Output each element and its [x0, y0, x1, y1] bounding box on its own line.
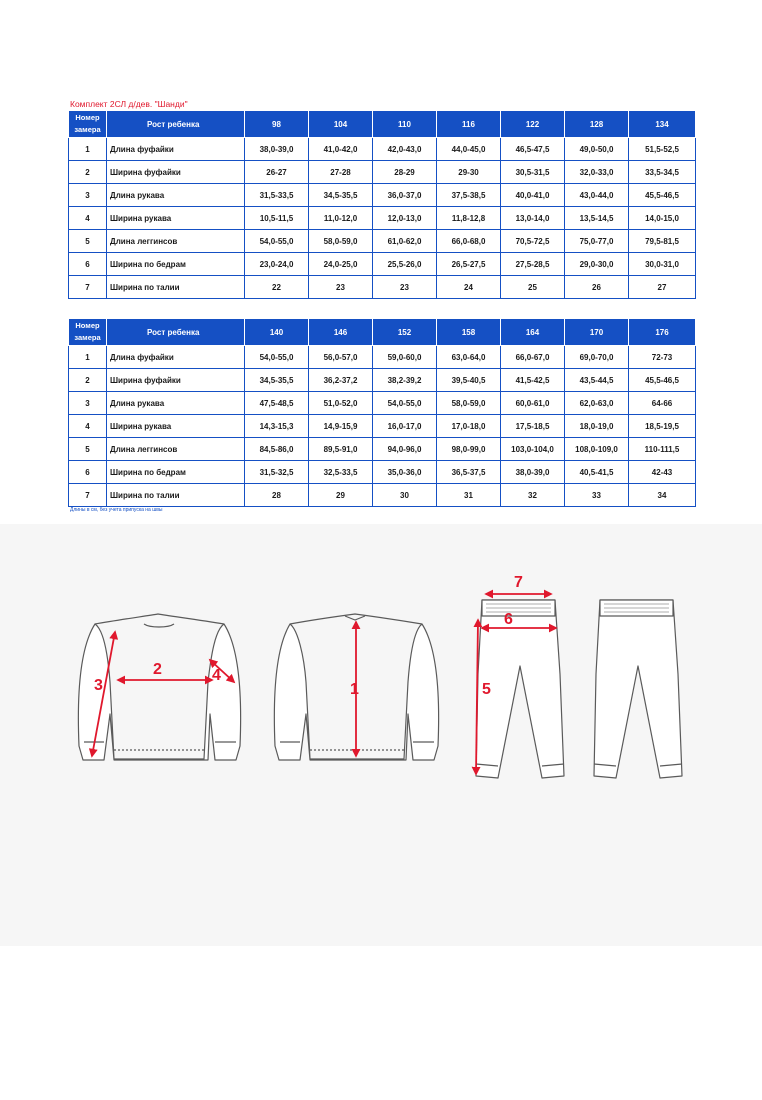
- measure-value-cell: 51,5-52,5: [629, 138, 696, 161]
- measure-value-cell: 18,5-19,5: [629, 415, 696, 438]
- measure-value-cell: 27,5-28,5: [501, 253, 565, 276]
- table-row: [69, 438, 696, 461]
- table-header-row: [69, 319, 696, 346]
- measure-value-cell: 79,5-81,5: [629, 230, 696, 253]
- measure-value-cell: 33: [565, 484, 629, 507]
- measure-number-cell: 7: [69, 484, 107, 507]
- measure-name-cell: Ширина рукава: [107, 415, 245, 438]
- table-header-row: [69, 111, 696, 138]
- measure-number-header: [69, 319, 107, 346]
- measure-value-cell: 18,0-19,0: [565, 415, 629, 438]
- measure-value-cell: 26-27: [245, 161, 309, 184]
- measure-value-cell: 60,0-61,0: [501, 392, 565, 415]
- measure-value-cell: 30,0-31,0: [629, 253, 696, 276]
- size-header: 158: [437, 319, 501, 346]
- size-header: 152: [373, 319, 437, 346]
- measure-value-cell: 40,5-41,5: [565, 461, 629, 484]
- measure-value-cell: 75,0-77,0: [565, 230, 629, 253]
- measure-number-cell: 7: [69, 276, 107, 299]
- measure-value-cell: 64-66: [629, 392, 696, 415]
- measure-marker-5: 5: [482, 681, 491, 698]
- measure-name-cell: Ширина фуфайки: [107, 369, 245, 392]
- measure-value-cell: 58,0-59,0: [437, 392, 501, 415]
- measure-value-cell: 45,5-46,5: [629, 369, 696, 392]
- measure-number-cell: 1: [69, 138, 107, 161]
- measure-value-cell: 42,0-43,0: [373, 138, 437, 161]
- measure-value-cell: 89,5-91,0: [309, 438, 373, 461]
- measure-value-cell: 36,2-37,2: [309, 369, 373, 392]
- measure-name-cell: Ширина по бедрам: [107, 461, 245, 484]
- measure-value-cell: 58,0-59,0: [309, 230, 373, 253]
- child-height-header: Рост ребенка: [107, 111, 245, 138]
- table-row: [69, 369, 696, 392]
- measure-value-cell: 30,5-31,5: [501, 161, 565, 184]
- measure-value-cell: 17,5-18,5: [501, 415, 565, 438]
- table-row: [69, 461, 696, 484]
- measure-number-header-line2: замера: [74, 333, 101, 342]
- size-table-1: [68, 110, 696, 299]
- table-row: [69, 415, 696, 438]
- measure-value-cell: 66,0-67,0: [501, 346, 565, 369]
- measure-value-cell: 56,0-57,0: [309, 346, 373, 369]
- measure-value-cell: 63,0-64,0: [437, 346, 501, 369]
- measure-marker-3: 3: [94, 677, 103, 694]
- size-header: 170: [565, 319, 629, 346]
- measure-value-cell: 29,0-30,0: [565, 253, 629, 276]
- measure-name-cell: Длина леггинсов: [107, 230, 245, 253]
- table-row: [69, 184, 696, 207]
- measure-marker-7: 7: [514, 574, 523, 591]
- size-header: 98: [245, 111, 309, 138]
- measure-number-cell: 4: [69, 415, 107, 438]
- measure-name-cell: Длина фуфайки: [107, 138, 245, 161]
- measure-value-cell: 31,5-32,5: [245, 461, 309, 484]
- measure-marker-1: 1: [350, 681, 359, 698]
- measure-value-cell: 33,5-34,5: [629, 161, 696, 184]
- measure-value-cell: 27-28: [309, 161, 373, 184]
- measure-number-cell: 6: [69, 461, 107, 484]
- measure-value-cell: 51,0-52,0: [309, 392, 373, 415]
- measure-value-cell: 32: [501, 484, 565, 507]
- size-header: 146: [309, 319, 373, 346]
- size-header: 164: [501, 319, 565, 346]
- measure-value-cell: 14,9-15,9: [309, 415, 373, 438]
- measure-number-cell: 5: [69, 438, 107, 461]
- measure-value-cell: 26,5-27,5: [437, 253, 501, 276]
- measure-value-cell: 23: [309, 276, 373, 299]
- measure-value-cell: 29-30: [437, 161, 501, 184]
- measure-number-cell: 2: [69, 369, 107, 392]
- measure-number-header-line2: замера: [74, 125, 101, 134]
- measure-value-cell: 22: [245, 276, 309, 299]
- measure-value-cell: 14,0-15,0: [629, 207, 696, 230]
- table-row: [69, 276, 696, 299]
- measure-value-cell: 47,5-48,5: [245, 392, 309, 415]
- measure-number-cell: 6: [69, 253, 107, 276]
- measure-value-cell: 40,0-41,0: [501, 184, 565, 207]
- measure-number-header: [69, 111, 107, 138]
- measure-value-cell: 41,0-42,0: [309, 138, 373, 161]
- measure-value-cell: 27: [629, 276, 696, 299]
- measure-value-cell: 37,5-38,5: [437, 184, 501, 207]
- measure-value-cell: 54,0-55,0: [245, 230, 309, 253]
- size-header: 116: [437, 111, 501, 138]
- measure-value-cell: 14,3-15,3: [245, 415, 309, 438]
- table-row: [69, 138, 696, 161]
- measure-name-cell: Длина рукава: [107, 392, 245, 415]
- measure-name-cell: Ширина фуфайки: [107, 161, 245, 184]
- table-row: [69, 207, 696, 230]
- measure-value-cell: 31: [437, 484, 501, 507]
- table-row: [69, 392, 696, 415]
- measure-value-cell: 108,0-109,0: [565, 438, 629, 461]
- measure-value-cell: 59,0-60,0: [373, 346, 437, 369]
- measure-value-cell: 12,0-13,0: [373, 207, 437, 230]
- measure-value-cell: 39,5-40,5: [437, 369, 501, 392]
- measure-value-cell: 28-29: [373, 161, 437, 184]
- measure-value-cell: 41,5-42,5: [501, 369, 565, 392]
- measure-value-cell: 31,5-33,5: [245, 184, 309, 207]
- size-header: 134: [629, 111, 696, 138]
- measure-value-cell: 13,0-14,0: [501, 207, 565, 230]
- measure-value-cell: 25: [501, 276, 565, 299]
- measure-value-cell: 49,0-50,0: [565, 138, 629, 161]
- measure-value-cell: 34,5-35,5: [309, 184, 373, 207]
- size-table-2: [68, 318, 696, 507]
- measure-number-cell: 2: [69, 161, 107, 184]
- measure-number-cell: 4: [69, 207, 107, 230]
- measure-value-cell: 29: [309, 484, 373, 507]
- measure-value-cell: 38,0-39,0: [245, 138, 309, 161]
- measure-value-cell: 25,5-26,0: [373, 253, 437, 276]
- table-row: [69, 161, 696, 184]
- measure-name-cell: Ширина по бедрам: [107, 253, 245, 276]
- measure-value-cell: 28: [245, 484, 309, 507]
- size-header: 110: [373, 111, 437, 138]
- measure-name-cell: Ширина рукава: [107, 207, 245, 230]
- table-row: [69, 253, 696, 276]
- measure-value-cell: 10,5-11,5: [245, 207, 309, 230]
- measure-marker-4: 4: [212, 667, 221, 684]
- measure-value-cell: 23: [373, 276, 437, 299]
- measure-value-cell: 110-111,5: [629, 438, 696, 461]
- measure-value-cell: 46,5-47,5: [501, 138, 565, 161]
- measure-value-cell: 23,0-24,0: [245, 253, 309, 276]
- measure-value-cell: 24: [437, 276, 501, 299]
- measure-marker-2: 2: [153, 661, 162, 678]
- measure-number-header-line1: Номер: [75, 321, 100, 330]
- measure-value-cell: 26: [565, 276, 629, 299]
- measure-name-cell: Ширина по талии: [107, 276, 245, 299]
- measure-value-cell: 16,0-17,0: [373, 415, 437, 438]
- measure-number-cell: 1: [69, 346, 107, 369]
- measure-value-cell: 32,0-33,0: [565, 161, 629, 184]
- child-height-header: Рост ребенка: [107, 319, 245, 346]
- measure-value-cell: 34: [629, 484, 696, 507]
- measure-value-cell: 103,0-104,0: [501, 438, 565, 461]
- measure-marker-6: 6: [504, 611, 513, 628]
- measure-value-cell: 13,5-14,5: [565, 207, 629, 230]
- measure-value-cell: 42-43: [629, 461, 696, 484]
- size-header: 104: [309, 111, 373, 138]
- measure-value-cell: 70,5-72,5: [501, 230, 565, 253]
- measure-value-cell: 11,8-12,8: [437, 207, 501, 230]
- measure-value-cell: 36,5-37,5: [437, 461, 501, 484]
- measure-value-cell: 98,0-99,0: [437, 438, 501, 461]
- measure-name-cell: Длина рукава: [107, 184, 245, 207]
- table-row: [69, 346, 696, 369]
- measure-number-header-line1: Номер: [75, 113, 100, 122]
- measure-value-cell: 38,2-39,2: [373, 369, 437, 392]
- measure-value-cell: 24,0-25,0: [309, 253, 373, 276]
- measure-value-cell: 43,0-44,0: [565, 184, 629, 207]
- measure-value-cell: 17,0-18,0: [437, 415, 501, 438]
- size-header: 140: [245, 319, 309, 346]
- measure-number-cell: 3: [69, 184, 107, 207]
- size-header: 128: [565, 111, 629, 138]
- measure-name-cell: Длина леггинсов: [107, 438, 245, 461]
- measure-value-cell: 38,0-39,0: [501, 461, 565, 484]
- garment-diagrams: [0, 524, 762, 946]
- measure-value-cell: 36,0-37,0: [373, 184, 437, 207]
- footnote: Длины в см, без учета припуска на швы: [70, 507, 163, 513]
- measure-name-cell: Длина фуфайки: [107, 346, 245, 369]
- measure-value-cell: 32,5-33,5: [309, 461, 373, 484]
- size-header: 122: [501, 111, 565, 138]
- document-title: Комплект 2СЛ д/дев. "Шанди": [70, 99, 188, 109]
- measure-name-cell: Ширина по талии: [107, 484, 245, 507]
- measure-value-cell: 43,5-44,5: [565, 369, 629, 392]
- measure-value-cell: 94,0-96,0: [373, 438, 437, 461]
- size-header: 176: [629, 319, 696, 346]
- measure-value-cell: 11,0-12,0: [309, 207, 373, 230]
- measure-number-cell: 5: [69, 230, 107, 253]
- measure-value-cell: 69,0-70,0: [565, 346, 629, 369]
- measure-value-cell: 54,0-55,0: [245, 346, 309, 369]
- measure-value-cell: 30: [373, 484, 437, 507]
- measure-value-cell: 66,0-68,0: [437, 230, 501, 253]
- measure-value-cell: 62,0-63,0: [565, 392, 629, 415]
- measure-value-cell: 34,5-35,5: [245, 369, 309, 392]
- table-row: [69, 230, 696, 253]
- measure-value-cell: 35,0-36,0: [373, 461, 437, 484]
- leggings-back-drawing: [594, 600, 682, 778]
- measure-value-cell: 72-73: [629, 346, 696, 369]
- table-row: [69, 484, 696, 507]
- measure-value-cell: 61,0-62,0: [373, 230, 437, 253]
- measure-value-cell: 44,0-45,0: [437, 138, 501, 161]
- measure-value-cell: 84,5-86,0: [245, 438, 309, 461]
- measure-number-cell: 3: [69, 392, 107, 415]
- measure-value-cell: 54,0-55,0: [373, 392, 437, 415]
- measure-value-cell: 45,5-46,5: [629, 184, 696, 207]
